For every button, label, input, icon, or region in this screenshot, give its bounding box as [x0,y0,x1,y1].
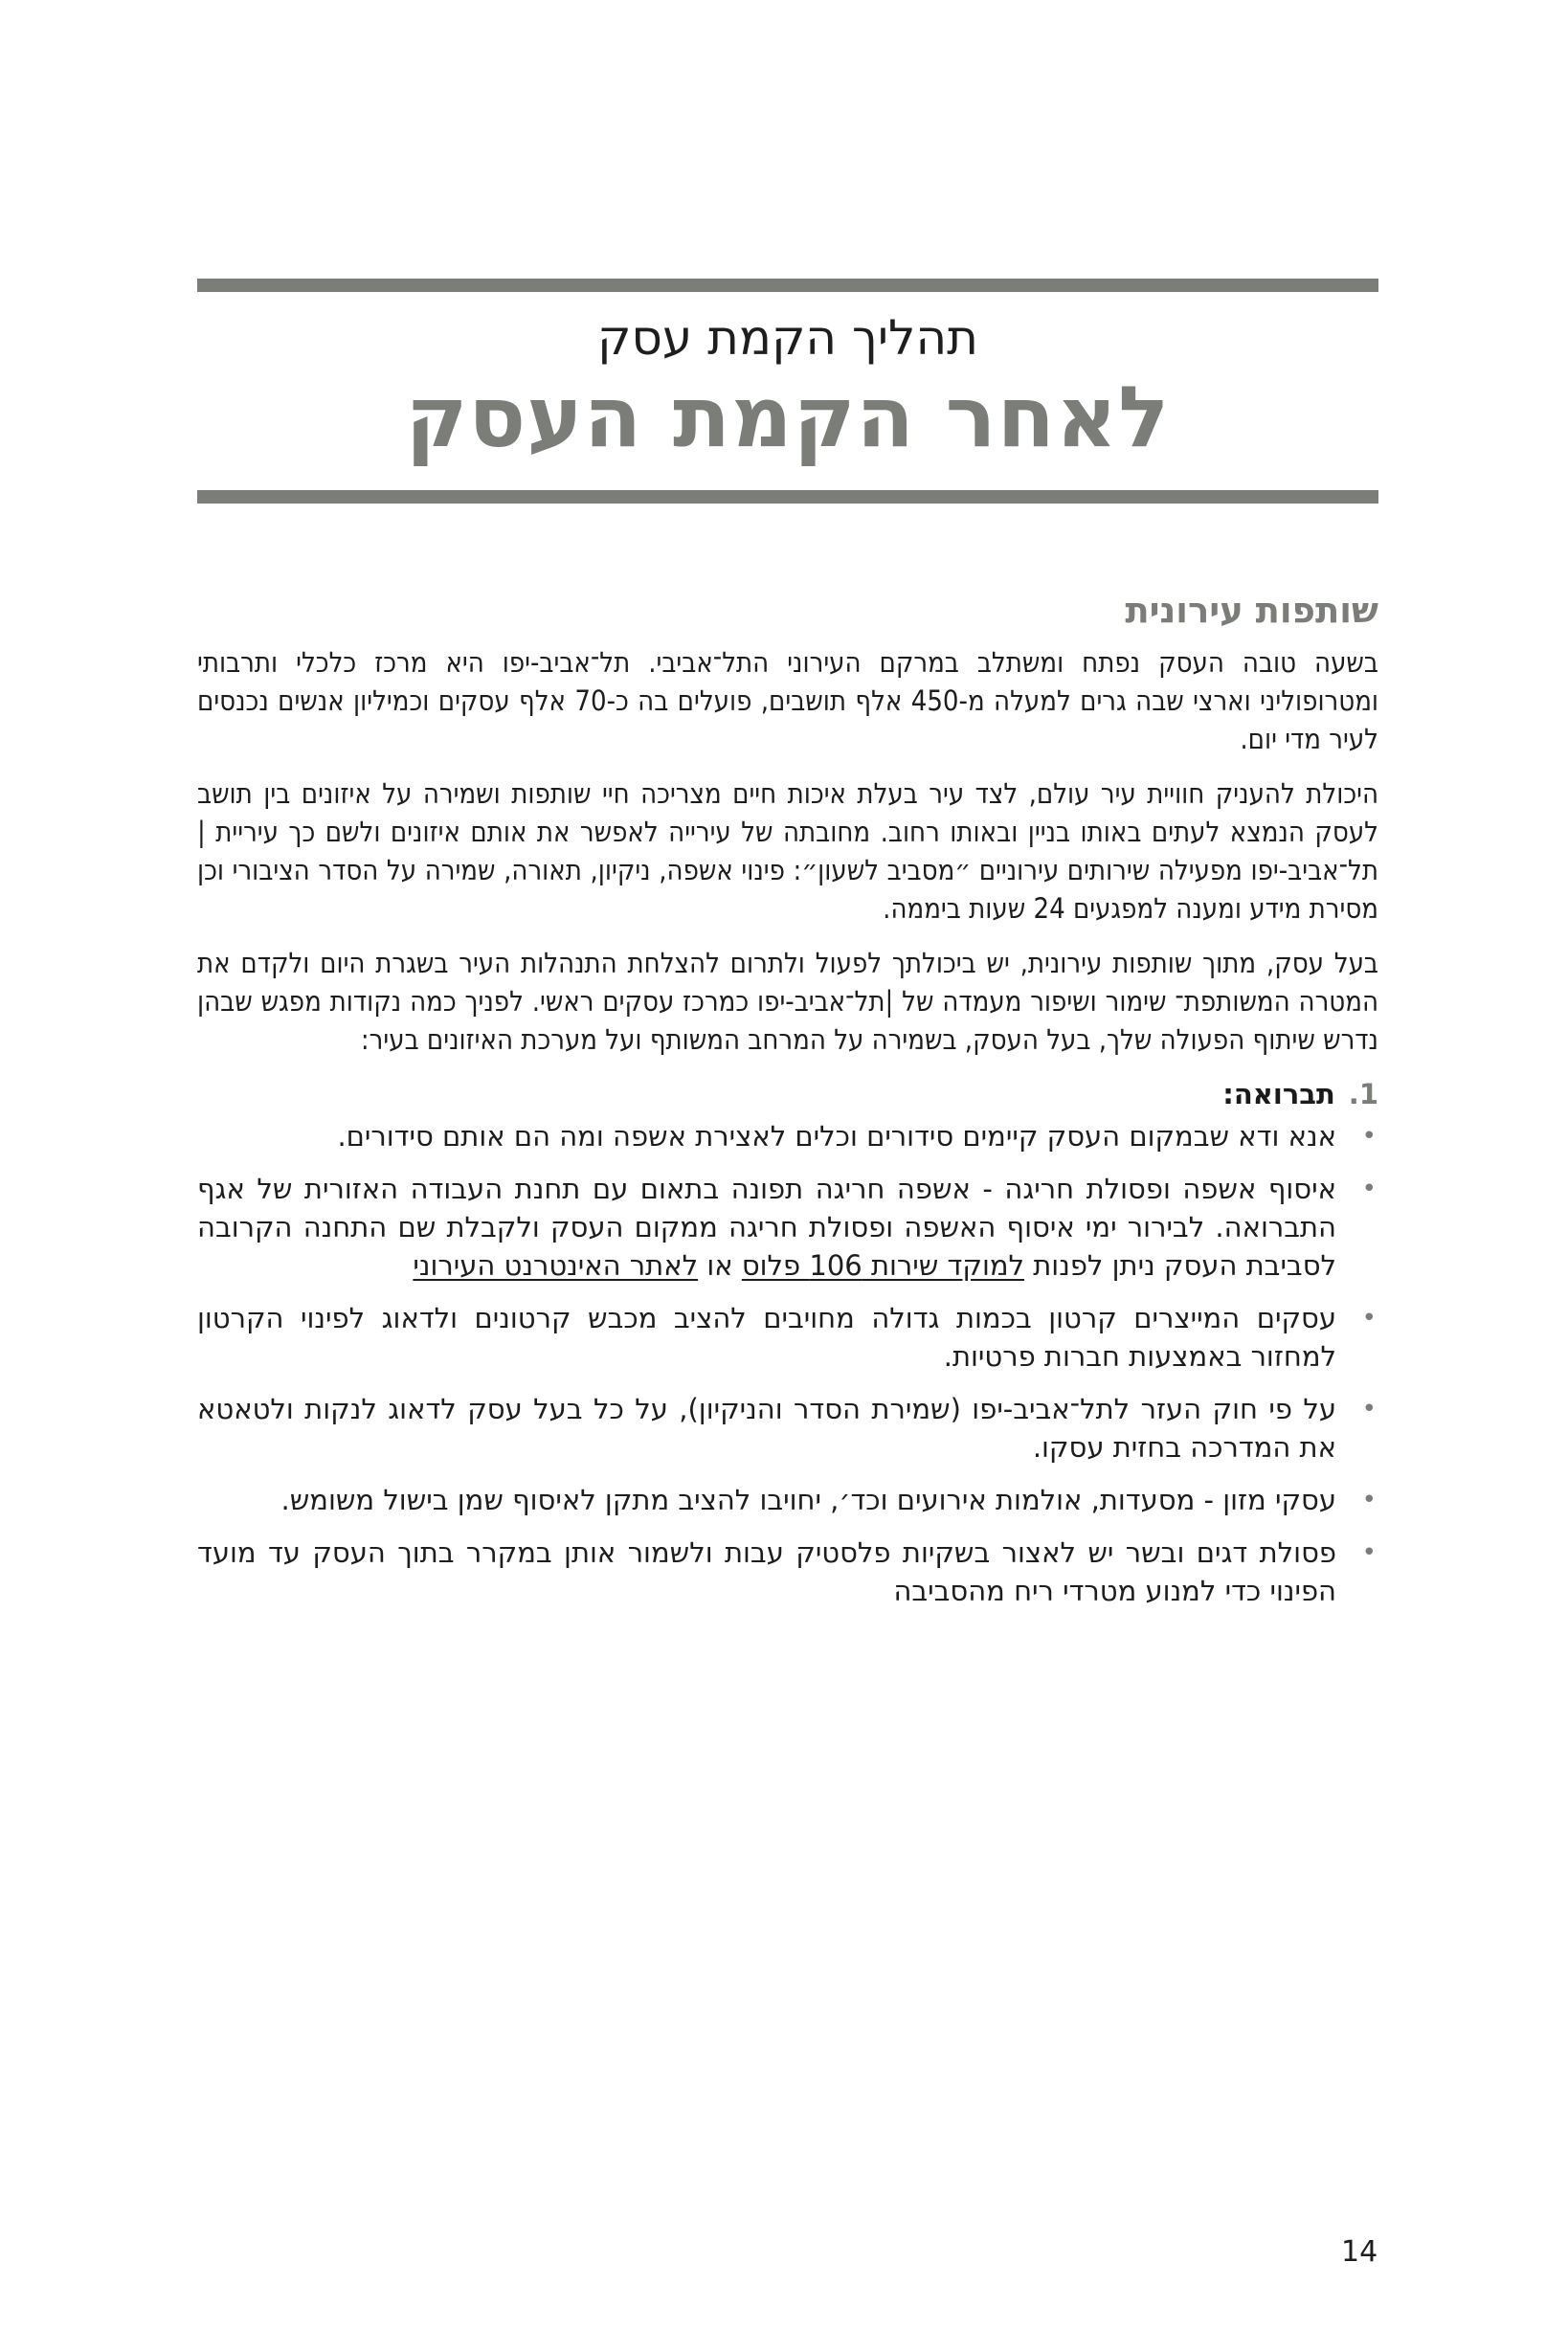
service-center-link[interactable]: למוקד שירות 106 פלוס [741,1249,1025,1282]
list-number: 1. [1348,1078,1378,1110]
document-page [197,0,1378,2352]
paragraph-partnership: בעל עסק, מתוך שותפות עירונית, יש ביכולתך לפעול ולתרום להצלחת התנהלות העיר בשגרת היום ולקדם את המטרה המשותפת־ שימור ושיפור מעמדה של |תל־אביב-יפו כמרכז עסקים ראשי. לפניך כמה נקודות מפגש שבהן נדרש שיתוף הפעולה שלך, בעל העסק, בשמירה על המרחב המשותף ועל מערכת האיזונים בעיר: [197,947,1378,1056]
bullet-icon: • [1361,1304,1377,1333]
numbered-heading-sanitation [197,1075,1378,1113]
bullet-icon: • [1361,1395,1377,1423]
list-item [197,1170,1378,1285]
paragraph-intro: בשעה טובה העסק נפתח ומשתלב במרקם העירוני התל־אביבי. תל־אביב-יפו היא מרכז כלכלי ותרבותי ומטרופוליני וארצי שבה גרים למעלה מ-450 אלף תושבים, פועלים בה כ-70 אלף עסקים וכמיליון אנשים נכנסים לעיר מדי יום. [197,646,1379,755]
list-item-text-connector: או [706,1249,733,1282]
bullet-icon: • [1361,1175,1377,1203]
page-subtitle: תהליך הקמת עסק [597,310,978,366]
page-number: 14 [1341,2235,1378,2269]
list-item-text: אנא ודא שבמקום העסק קיימים סידורים וכלים לאצירת אשפה ומה הם אותם סידורים. [337,1120,1336,1153]
bullet-icon: • [1361,1486,1377,1514]
list-item-text: עסקי מזון - מסעדות, אולמות אירועים וכד׳, יחויבו להציב מתקן לאיסוף שמן בישול משומש. [280,1484,1336,1516]
municipal-website-link[interactable]: לאתר האינטרנט העירוני [413,1249,699,1282]
list-item [197,1390,1378,1467]
bottom-divider-bar [197,490,1378,504]
sanitation-bullet-list [197,1117,1378,1610]
list-item-text: פסולת דגים ובשר יש לאצור בשקיות פלסטיק עבות ולשמור אותן במקרר בתוך העסק עד מועד הפינוי כדי למנוע מטרדי ריח מהסביבה [197,1536,1336,1607]
list-item [197,1299,1378,1376]
title-block [197,306,1378,465]
list-item-text: על פי חוק העזר לתל־אביב-יפו (שמירת הסדר והניקיון), על כל בעל עסק לדאוג לנקות ולטאטא את המדרכה בחזית עסקו. [197,1393,1336,1464]
main-content [197,584,1378,1624]
list-item [197,1534,1378,1610]
list-item-text: איסוף אשפה ופסולת חריגה - אשפה חריגה תפונה בתאום עם תחנת העבודה האזורית של אגף התברואה. לבירור ימי איסוף האשפה ופסולת חריגה ממקום העסק ולקבלת שם התחנה הקרובה לסביבת העסק ניתן לפנות [197,1173,1336,1282]
paragraph-balance: היכולת להעניק חוויית עיר עולם, לצד עיר בעלת איכות חיים מצריכה חיי שותפות ושמירה על איזונים בין תושב לעסק הנמצא לעתים באותו בניין ובאותו רחוב. מחובתה של עירייה לאפשר את אותם איזונים ולשם כך עיריית |תל־אביב-יפו מפעילה שירותים עירוניים ״מסביב לשעון״: פינוי אשפה, ניקיון, תאורה, שמירה על הסדר הציבורי וכן מסירת מידע ומענה למפגעים 24 שעות ביממה. [197,777,1378,925]
top-divider-bar [197,279,1378,292]
list-item-text: עסקים המייצרים קרטון בכמות גדולה מחויבים להציב מכבש קרטונים ולדאוג לפינוי הקרטון למחזור באמצעות חברות פרטיות. [197,1302,1336,1373]
section-heading: שותפות עירונית [1125,590,1378,631]
list-item [197,1481,1378,1519]
list-title: תברואה: [1222,1078,1335,1110]
bullet-icon: • [1361,1538,1377,1567]
bullet-icon: • [1361,1122,1377,1151]
page-title: לאחר הקמת העסק [405,368,1171,466]
list-item [197,1117,1378,1155]
